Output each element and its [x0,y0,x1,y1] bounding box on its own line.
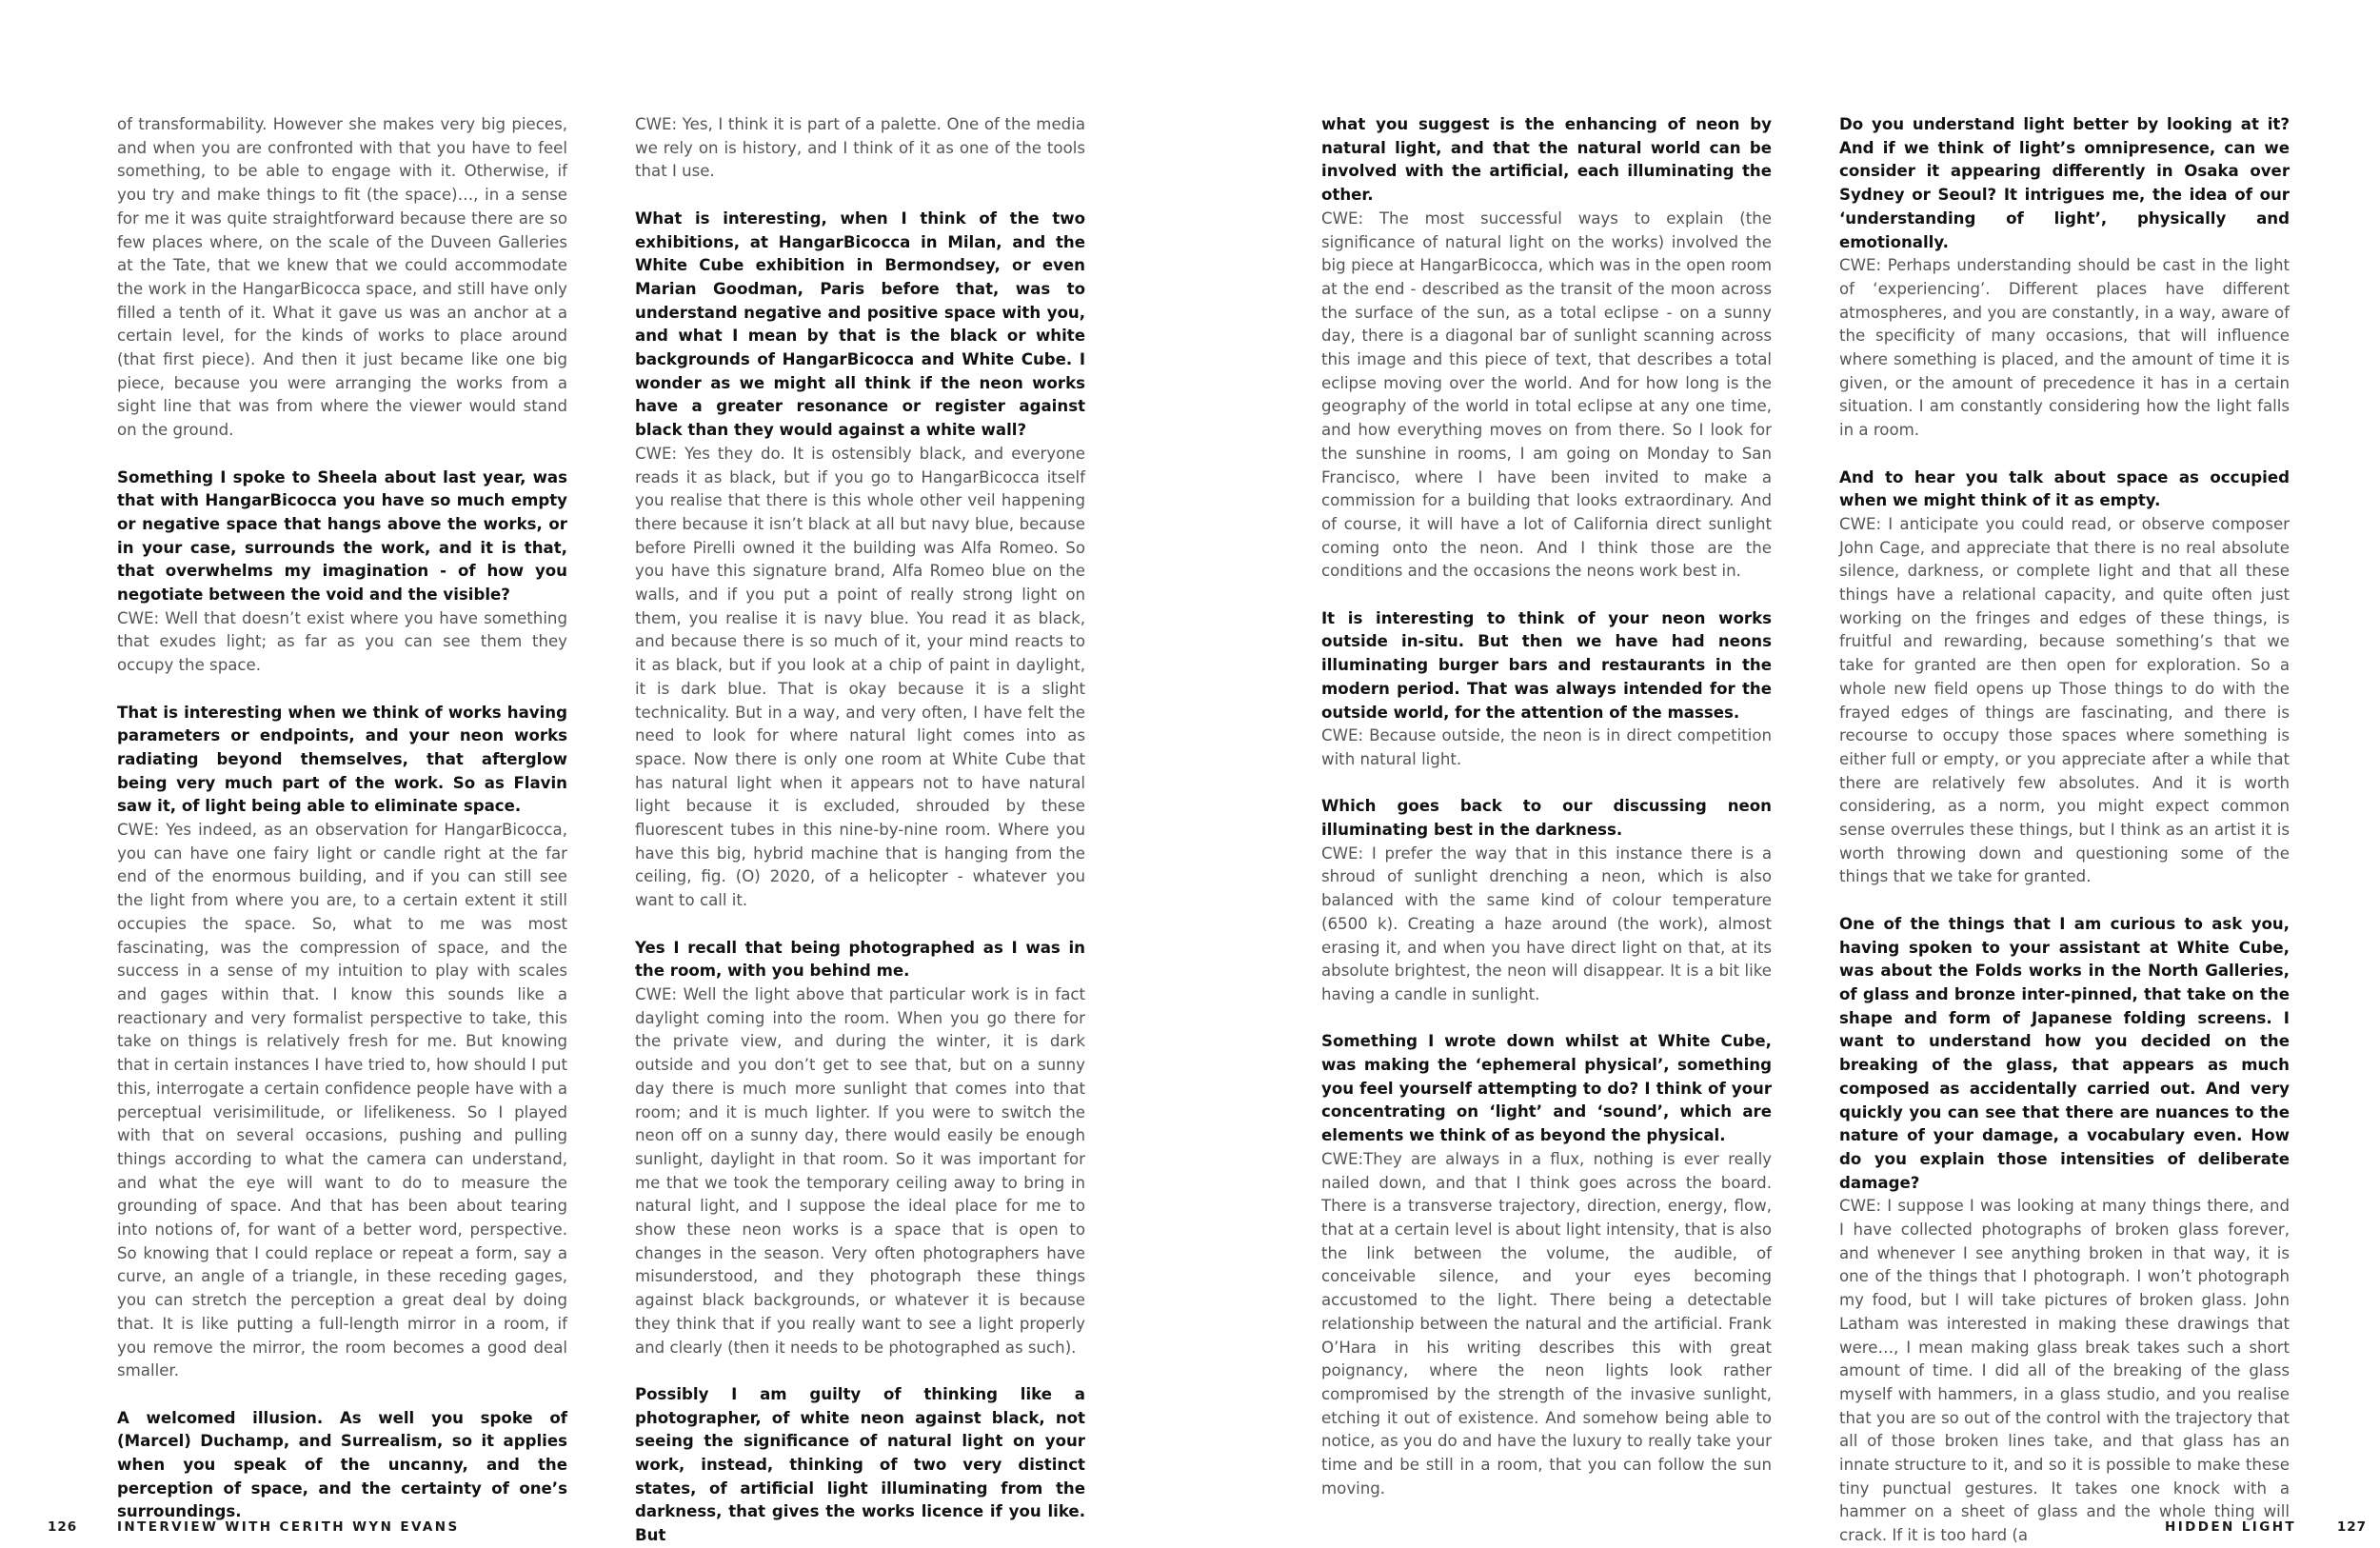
paragraph [117,702,567,1383]
page-number-right: 127 [2336,1519,2367,1535]
paragraph [1839,113,2290,443]
answer-text: CWE: Well that doesn’t exist where you have something that exudes light; as far as you can see them they occupy the space. [117,608,567,675]
question-text: A welcomed illusion. As well you spoke of (Marcel) Duchamp, and Surrealism, so it applies when you speak of the uncanny, and the perception of space, and the certainty of one’s surroundings. [117,1408,567,1521]
page-number-left: 126 [48,1519,78,1535]
paragraph [635,1383,1085,1548]
left-column-1 [117,113,567,1524]
running-head-left: INTERVIEW WITH CERITH WYN EVANS [117,1519,460,1535]
answer-text: CWE: Because outside, the neon is in direct competition with natural light. [1321,726,1772,768]
paragraph [635,113,1085,184]
answer-text: CWE: Well the light above that particular work is in fact daylight coming into the room. When you go there for the private view, and during the winter, it is dark outside and you don’t get to see that, but on a sunny day there is much more sunlight that comes into that room; and it is much lighter. If you were to switch the neon off on a sunny day, there would easily be enough sunlight, daylight in that room. So it was important for me that we took the temporary ceiling away to bring in natural light, and I suppose the ideal place for me to show these neon works is a space that is open to changes in the season. Very often photographers have misunderstood, and they photograph these things against black backgrounds, or whatever it is because they think that if you really want to see a light properly and clearly (then it needs to be photographed as such). [635,984,1085,1357]
answer-text: CWE:They are always in a flux, nothing is ever really nailed down, and that I think goes across the board. There is a transverse trajectory, direction, energy, flow, that at a certain level is about light intensity, that is also the link between the volume, the audible, of conceivable silence, and your eyes becoming accustomed to the light. There being a detectable relationship between the natural and the artificial. Frank O’Hara in his writing describes this with great poignancy, where the neon lights look rather compromised by the strength of the invasive sunlight, etching it out of existence. And somehow being able to notice, as you do and have the luxury to really take your time and be still in a room, that you can follow the sun moving. [1321,1149,1772,1498]
paragraph [1839,913,2290,1548]
question-text: Which goes back to our discussing neon illuminating best in the darkness. [1321,797,1772,840]
answer-text: CWE: Yes, I think it is part of a palette. One of the media we rely on is history, and I think of it as one of the tools that I use. [635,115,1085,181]
paragraph [635,208,1085,913]
answer-text: CWE: I prefer the way that in this instance there is a shroud of sunlight drenching a neon, which is also balanced with the same kind of colour temperature (6500 k). Creating a haze around (the work), almost erasing it, and when you have direct light on that, at its absolute brightest, the neon will disappear. It is a bit like having a candle in sunlight. [1321,843,1772,1003]
question-text: It is interesting to think of your neon works outside in-situ. But then we have had neons illuminating burger bars and restaurants in the modern period. That was always intended for the outside world, for the attention of the masses. [1321,608,1772,722]
answer-text: CWE: The most successful ways to explain (the significance of natural light on the works) involved the big piece at HangarBicocca, which was in the open room at the end - described as the transit of the moon across the surface of the sun, as a total eclipse - on a sunny day, there is a diagonal bar of sunlight scanning across this image and this piece of text, that describes a total eclipse moving over the world. And for how long is the geography of the world in total eclipse at any one time, and how everything moves on from there. So I look for the sunshine in rooms, I am going on Monday to San Francisco, where I have been invited to make a commission for a building that looks extraordinary. And of course, it will have a lot of California direct sunlight coming onto the neon. And I think those are the conditions and the occasions the neons work best in. [1321,208,1772,581]
question-text: Yes I recall that being photographed as I was in the room, with you behind me. [635,938,1085,981]
paragraph [117,113,567,443]
paragraph [1321,1030,1772,1500]
question-text: Something I spoke to Sheela about last year, was that with HangarBicocca you have so much empty or negative space that hangs above the works, or in your case, surrounds the work, and it is that, that overwhelms my imagination - of how you negotiate between the void and the visible? [117,467,567,605]
question-text: That is interesting when we think of works having parameters or endpoints, and your neon works radiating beyond themselves, that afterglow being very much part of the work. So as Flavin saw it, of light being able to eliminate space. [117,703,567,816]
question-text: One of the things that I am curious to ask you, having spoken to your assistant at White Cube, was about the Folds works in the North Galleries, of glass and bronze inter-pinned, that take on the shape and form of Japanese folding screens. I want to understand how you decided on the breaking of the glass, that appears as much composed as accidentally carried out. And very quickly you can see that there are nuances to the nature of your damage, a vocabulary even. How do you explain those intensities of deliberate damage? [1839,914,2290,1192]
left-column-2 [635,113,1085,1548]
right-column-1 [1321,113,1772,1500]
paragraph [117,1407,567,1525]
question-text: What is interesting, when I think of the two exhibitions, at HangarBicocca in Milan, and the White Cube exhibition in Bermondsey, or even Marian Goodman, Paris before that, was to understand negative and positive space with you, and what I mean by that is the black or white backgrounds of HangarBicocca and White Cube. I wonder as we might all think if the neon works have a greater resonance or register against black than they would against a white wall? [635,208,1085,440]
running-head-right: HIDDEN LIGHT [2165,1519,2296,1535]
answer-text: CWE: Yes indeed, as an observation for HangarBicocca, you can have one fairy light or candle right at the far end of the enormous building, and if you can still see the light from where you are, to a certain extent it still occupies the space. So, what to me was most fascinating, was the compression of space, and the success in a sense of my intuition to play with scales and gages within that. I know this sounds like a reactionary and very formalist perspective to take, this take on things is relatively fresh for me. But knowing that in certain instances I have tried to, how should I put this, interrogate a certain confidence people have with a perceptual verisimilitude, or lifelikeness. So I played with that on several occasions, pushing and pulling things according to what the camera can understand, and what the eye will want to do to measure the grounding of space. And that has been about tearing into notions of, for want of a better word, perspective. So knowing that I could replace or repeat a form, say a curve, an angle of a triangle, in these receding gages, you can stretch the perception a great deal by doing that. It is like putting a full-length mirror in a room, if you remove the mirror, the room becomes a good deal smaller. [117,821,567,1380]
right-column-2 [1839,113,2290,1548]
question-text: what you suggest is the enhancing of neon by natural light, and that the natural world can be involved with the artificial, each illuminating the other. [1321,115,1772,205]
paragraph [1321,607,1772,772]
paragraph [117,466,567,678]
question-text: And to hear you talk about space as occupied when we might think of it as empty. [1839,467,2290,510]
question-text: Possibly I am guilty of thinking like a photographer, of white neon against black, not seeing the significance of natural light on your work, instead, thinking of two very distinct states, of artificial light illuminating from the darkness, that gives the works licence if you like. But [635,1384,1085,1545]
answer-text: CWE: I anticipate you could read, or observe composer John Cage, and appreciate that there is no real absolute silence, darkness, or complete light and that all these things have a relational capacity, and quite often just working on the fringes and edges of these things, is fruitful and rewarding, because something’s that we take for granted are then open for exploration. So a whole new field opens up Those things to do with the frayed edges of things are fascinating, and there is recourse to occupy those spaces where something is either full or empty, or you appreciate after a while that there are relatively few absolutes. And it is worth considering, as a norm, you might expect common sense overrules these things, but I think as an artist it is worth throwing down and questioning some of the things that we take for granted. [1839,514,2290,886]
paragraph [635,937,1085,1360]
answer-text: CWE: Yes they do. It is ostensibly black, and everyone reads it as black, but if you go to HangarBicocca itself you realise that there is this whole other veil happening there because it isn’t black at all but navy blue, because before Pirelli owned it the building was Alfa Romeo. So you have this signature brand, Alfa Romeo blue on the walls, and if you put a point of really strong light on them, you realise it is navy blue. You read it as black, and because there is so much of it, your mind reacts to it as black, but if you look at a chip of paint in daylight, it is dark blue. That is okay because it is a slight technicality. But in a way, and very often, I have felt the need to look for where natural light comes into as space. Now there is only one room at White Cube that has natural light when it appears not to have natural light because it is excluded, shrouded by these fluorescent tubes in this nine-by-nine room. Where you have this big, hybrid machine that is hanging from the ceiling, fig. (O) 2020, of a helicopter - whatever you want to call it. [635,444,1085,910]
question-text: Do you understand light better by looking at it? And if we think of light’s omnipresence, can we consider it appearing differently in Osaka over Sydney or Seoul? It intrigues me, the idea of our ‘understanding of light’, physically and emotionally. [1839,115,2290,251]
answer-text: CWE: Perhaps understanding should be cast in the light of ‘experiencing’. Different places have different atmospheres, and you are constantly, in a way, aware of the specificity of many occasions, that will influence where something is placed, and the amount of time it is given, or the amount of precedence it has in a certain situation. I am constantly considering how the light falls in a room. [1839,256,2290,440]
paragraph [1321,113,1772,584]
answer-text: of transformability. However she makes very big pieces, and when you are confronted with that you have to feel something, to be able to engage with it. Otherwise, if you try and make things to fit (the space)…, in a sense for me it was quite straightforward because there are so few places where, on the scale of the Duveen Galleries at the Tate, that we knew that we could accommodate the work in the HangarBicocca space, and still have only filled a tenth of it. What it gave us was an anchor at a certain level, for the kinds of works to place around (that first piece). And then it just became like one big piece, because you were arranging the works from a sight line that was from where the viewer would stand on the ground. [117,115,567,440]
answer-text: CWE: I suppose I was looking at many things there, and I have collected photographs of broken glass forever, and whenever I see anything broken in that way, it is one of the things that I photograph. I won’t photograph my food, but I will take pictures of broken glass. John Latham was interested in making these drawings that were…, I mean making glass break takes such a short amount of time. I did all of the breaking of the glass myself with hammers, in a glass studio, and you realise that you are so out of the control with the trajectory that all of those broken lines take, and that glass has an innate structure to it, and so it is possible to make these tiny punctual gestures. It takes one knock with a hammer on a sheet of glass and the whole thing will crack. If it is too hard (a [1839,1197,2290,1545]
paragraph [1321,795,1772,1006]
paragraph [1839,466,2290,890]
question-text: Something I wrote down whilst at White Cube, was making the ‘ephemeral physical’, something you feel yourself attempting to do? I think of your concentrating on ‘light’ and ‘sound’, which are elements we think of as beyond the physical. [1321,1032,1772,1145]
